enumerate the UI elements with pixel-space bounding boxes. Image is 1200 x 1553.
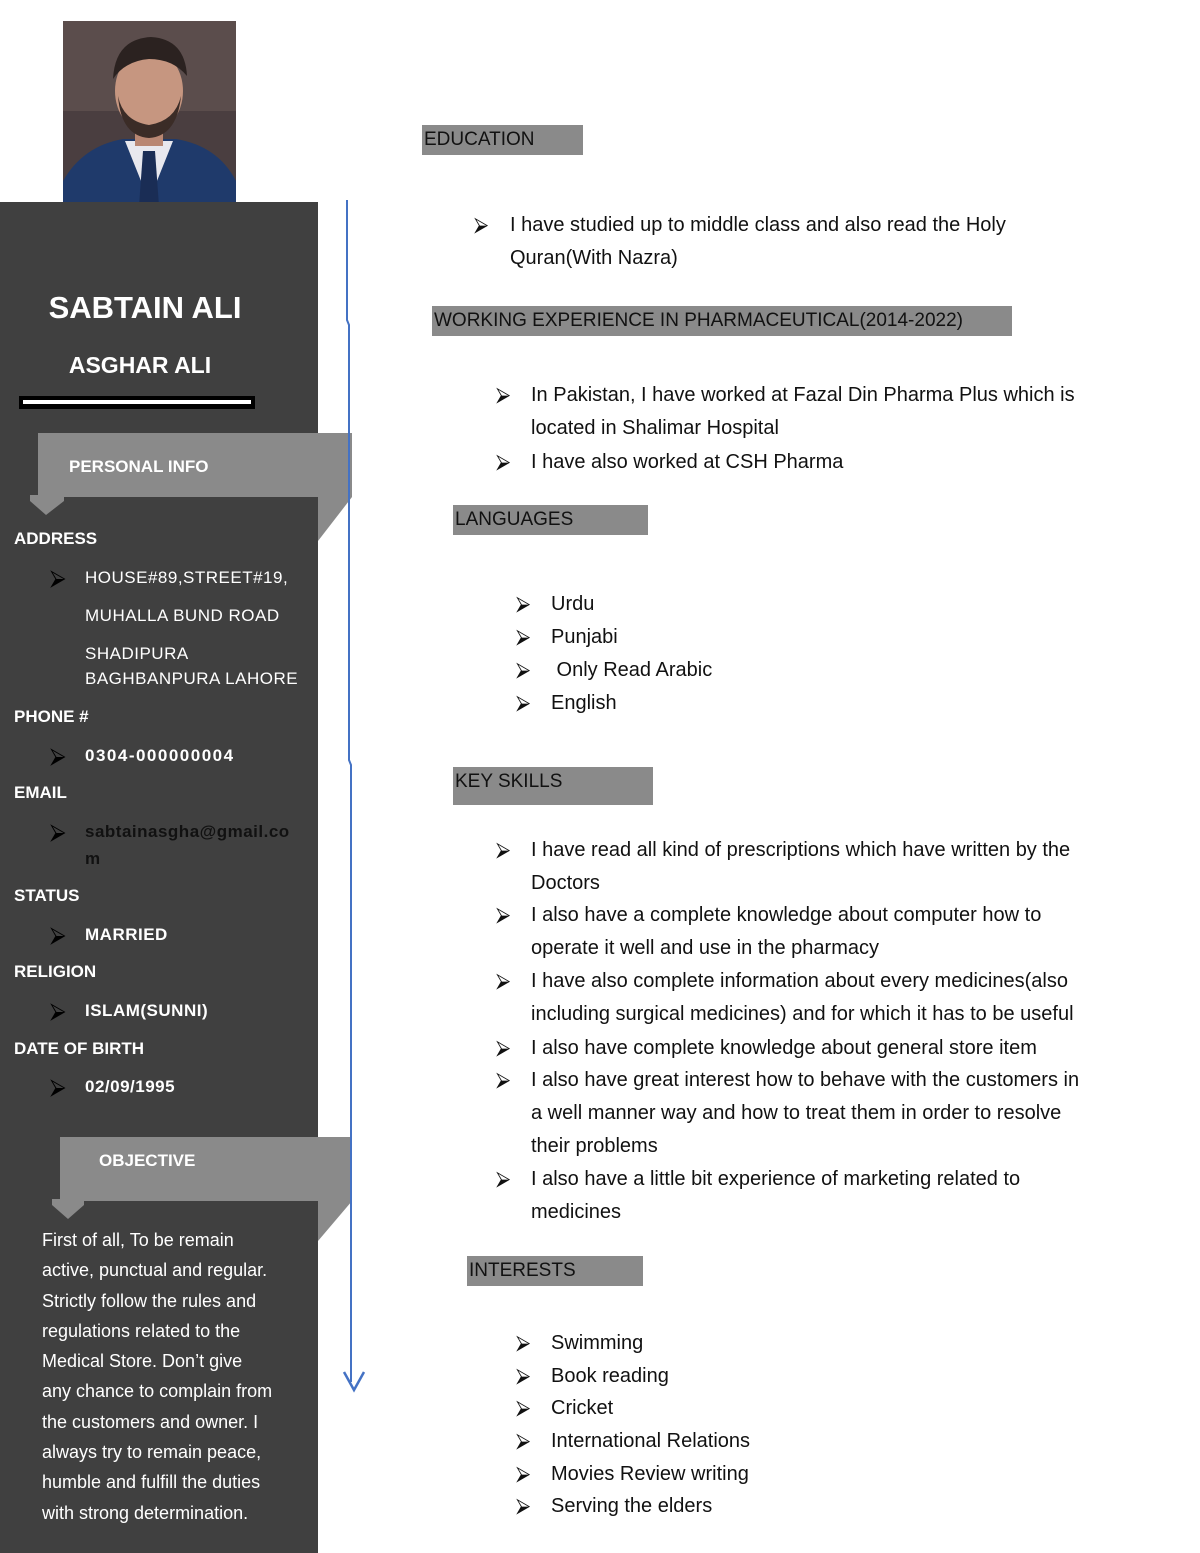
objective-line: active, punctual and regular.: [42, 1260, 268, 1281]
arrow-bullet-icon: ⮚: [496, 1037, 511, 1059]
objective-line: with strong determination.: [42, 1502, 249, 1523]
skill-item: I have read all kind of prescriptions which have written by the Doctors: [531, 839, 1071, 894]
email-bullet-icon: ⮚: [50, 819, 66, 844]
skill-item: I also have a little bit experience of marketing related to medicines: [531, 1168, 1021, 1223]
interest-item: Cricket: [551, 1397, 614, 1419]
religion-bullet-icon: ⮚: [50, 998, 66, 1023]
experience-item: In Pakistan, I have worked at Fazal Din Pharma Plus which is located in Shalimar Hospital: [531, 384, 1075, 439]
interest-item: Movies Review writing: [551, 1463, 749, 1485]
experience-heading: WORKING EXPERIENCE IN PHARMACEUTICAL(2014-2022): [432, 306, 1012, 336]
objective-line: any chance to complain from: [42, 1381, 273, 1402]
skill-item: I also have a complete knowledge about computer how to operate it well and use in the pharmacy: [531, 904, 1042, 959]
arrow-bullet-icon: ⮚: [516, 692, 531, 714]
dob-label: DATE OF BIRTH: [14, 1039, 145, 1058]
skill-item: I also have complete knowledge about general store item: [531, 1037, 1037, 1059]
objective-line: First of all, To be remain: [42, 1230, 234, 1250]
address-line: MUHALLA BUND ROAD: [85, 606, 280, 625]
email-label: EMAIL: [14, 783, 67, 802]
timeline-arrow-icon: [340, 200, 370, 1400]
interest-item: Swimming: [551, 1332, 644, 1354]
arrow-bullet-icon: ⮚: [496, 1069, 511, 1091]
email-value: sabtainasgha@gmail.co: [85, 822, 290, 841]
address-bullet-icon: ⮚: [50, 565, 66, 590]
phone-label: PHONE #: [14, 707, 89, 726]
objective-line: regulations related to the: [42, 1320, 241, 1341]
arrow-bullet-icon: ⮚: [516, 1495, 531, 1517]
arrow-bullet-icon: ⮚: [516, 1332, 531, 1354]
dob-bullet-icon: ⮚: [50, 1074, 66, 1099]
address-line: BAGHBANPURA LAHORE: [85, 669, 299, 688]
objective-line: Medical Store. Don’t give: [42, 1351, 243, 1372]
education-item: I have studied up to middle class and also read the Holy Quran(With Nazra): [510, 214, 1006, 269]
skills-heading: KEY SKILLS: [453, 767, 653, 805]
candidate-father-name: ASGHAR ALI: [68, 352, 212, 378]
objective-line: always try to remain peace,: [42, 1442, 262, 1463]
language-item: Urdu: [551, 593, 595, 615]
address-line: HOUSE#89,STREET#19,: [85, 568, 289, 587]
interest-item: Serving the elders: [551, 1495, 713, 1517]
interest-item: Book reading: [551, 1365, 669, 1387]
arrow-bullet-icon: ⮚: [496, 839, 511, 861]
email-value-wrap: m: [85, 849, 101, 868]
arrow-bullet-icon: ⮚: [516, 593, 531, 615]
status-label: STATUS: [14, 886, 80, 905]
status-value: MARRIED: [85, 925, 168, 944]
religion-label: RELIGION: [14, 962, 97, 981]
dob-value: 02/09/1995: [85, 1077, 176, 1096]
personal-info-label: PERSONAL INFO: [69, 457, 209, 476]
skill-item: I have also complete information about every medicines(also including surgical medicines) and for which it has to be useful: [531, 970, 1074, 1025]
education-heading: EDUCATION: [422, 125, 583, 155]
candidate-name: SABTAIN ALI: [48, 290, 242, 325]
arrow-bullet-icon: ⮚: [516, 1430, 531, 1452]
interest-item: International Relations: [551, 1430, 751, 1452]
skill-item: I also have great interest how to behave with the customers in a well manner way and how to treat them in order to resolve their problems: [531, 1069, 1080, 1157]
name-divider-line: [23, 400, 251, 404]
objective-label: OBJECTIVE: [99, 1151, 196, 1170]
arrow-bullet-icon: ⮚: [496, 1168, 511, 1190]
arrow-bullet-icon: ⮚: [496, 451, 511, 473]
address-line: SHADIPURA: [85, 644, 189, 663]
religion-value: ISLAM(SUNNI): [85, 1001, 209, 1020]
interests-heading: INTERESTS: [467, 1256, 643, 1286]
arrow-bullet-icon: ⮚: [496, 904, 511, 926]
arrow-bullet-icon: ⮚: [516, 1463, 531, 1485]
language-item: Punjabi: [551, 626, 618, 648]
address-label: ADDRESS: [14, 529, 98, 548]
experience-item: I have also worked at CSH Pharma: [531, 451, 844, 473]
arrow-bullet-icon: ⮚: [496, 970, 511, 992]
languages-heading: LANGUAGES: [453, 505, 648, 535]
status-bullet-icon: ⮚: [50, 922, 66, 947]
language-item: English: [551, 692, 617, 714]
arrow-bullet-icon: ⮚: [516, 1397, 531, 1419]
language-item: Only Read Arabic: [551, 659, 713, 681]
objective-line: Strictly follow the rules and: [42, 1290, 257, 1311]
phone-bullet-icon: ⮚: [50, 743, 66, 768]
personal-info-banner: [28, 433, 354, 543]
arrow-bullet-icon: ⮚: [516, 659, 531, 681]
objective-line: the customers and owner. I: [42, 1411, 259, 1432]
arrow-bullet-icon: ⮚: [516, 1365, 531, 1387]
objective-line: humble and fulfill the duties: [42, 1472, 261, 1493]
phone-value: 0304-000000004: [85, 746, 235, 765]
arrow-bullet-icon: ⮚: [496, 384, 511, 406]
arrow-bullet-icon: ⮚: [516, 626, 531, 648]
objective-text: [42, 1225, 304, 1528]
arrow-bullet-icon: ⮚: [474, 214, 489, 236]
